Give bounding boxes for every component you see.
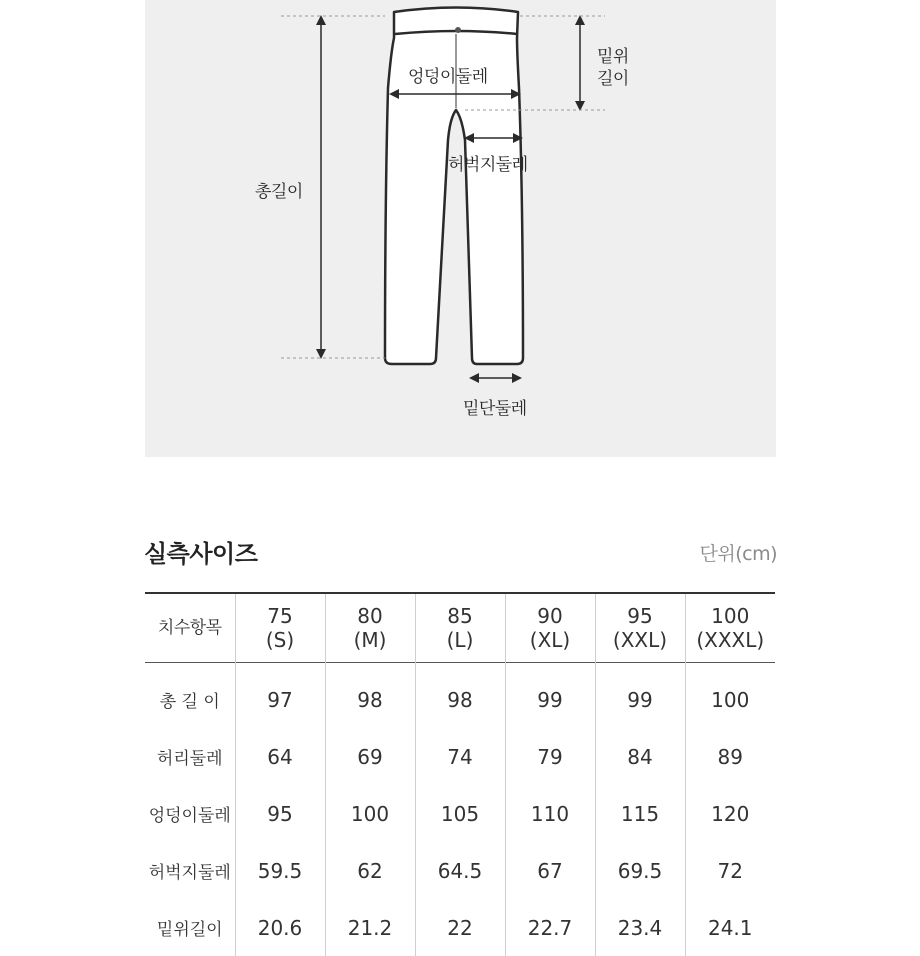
- table-cell: 64: [235, 728, 325, 785]
- table-cell: 67: [505, 842, 595, 899]
- row-label: 밑위길이: [156, 920, 223, 940]
- row-label: 허벅지둘레: [148, 863, 231, 883]
- table-row: [145, 842, 775, 899]
- table-cell: 72: [685, 842, 775, 899]
- table-cell: 99: [505, 663, 595, 729]
- size-number: 100: [711, 604, 750, 628]
- table-cell: 69.5: [595, 842, 685, 899]
- table-row: [145, 785, 775, 842]
- header-size-l: [415, 593, 505, 663]
- header-size-s: [235, 593, 325, 663]
- table-cell: 84: [595, 728, 685, 785]
- table-row: [145, 899, 775, 956]
- table-cell: 95: [235, 785, 325, 842]
- table-cell: 97: [235, 663, 325, 729]
- table-cell: 59.5: [235, 842, 325, 899]
- size-table: [145, 592, 775, 956]
- row-label: 허리둘레: [156, 749, 223, 769]
- table-cell: 100: [685, 663, 775, 729]
- table-cell: 99: [595, 663, 685, 729]
- hem-arrow: [469, 373, 522, 383]
- size-code: (XXXL): [696, 628, 765, 652]
- table-cell: 22.7: [505, 899, 595, 956]
- table-cell: 105: [415, 785, 505, 842]
- table-cell: 20.6: [235, 899, 325, 956]
- table-cell: 23.4: [595, 899, 685, 956]
- header-size-xl: [505, 593, 595, 663]
- size-table-header: [145, 593, 775, 663]
- header-size-xxxl: [685, 593, 775, 663]
- size-number: 85: [447, 604, 473, 628]
- size-code: (L): [446, 628, 474, 652]
- table-cell: 62: [325, 842, 415, 899]
- table-cell: 21.2: [325, 899, 415, 956]
- table-cell: 110: [505, 785, 595, 842]
- rise-label-line2: 길이: [597, 69, 629, 89]
- table-cell: 79: [505, 728, 595, 785]
- table-cell: 69: [325, 728, 415, 785]
- table-row: [145, 663, 775, 729]
- header-size-xxl: [595, 593, 685, 663]
- hem-label: 밑단둘레: [463, 399, 527, 419]
- table-cell: 22: [415, 899, 505, 956]
- size-number: 90: [537, 604, 563, 628]
- pants-measurement-diagram: [145, 0, 776, 457]
- hip-label: 엉덩이둘레: [408, 67, 488, 87]
- pants-icon: [385, 8, 523, 365]
- total-length-label: 총길이: [255, 182, 303, 202]
- size-code: (XL): [529, 628, 571, 652]
- table-cell: 24.1: [685, 899, 775, 956]
- size-section-title: 실측사이즈: [144, 540, 258, 568]
- size-code: (M): [353, 628, 387, 652]
- table-cell: 89: [685, 728, 775, 785]
- size-number: 80: [357, 604, 383, 628]
- size-number: 95: [627, 604, 653, 628]
- table-cell: 115: [595, 785, 685, 842]
- rise-arrow: [575, 15, 585, 111]
- size-number: 75: [267, 604, 293, 628]
- table-cell: 100: [325, 785, 415, 842]
- row-label: 엉덩이둘레: [148, 806, 231, 826]
- button-icon: [455, 27, 461, 33]
- table-cell: 98: [415, 663, 505, 729]
- table-cell: 98: [325, 663, 415, 729]
- total-length-arrow: [316, 15, 326, 359]
- table-cell: 120: [685, 785, 775, 842]
- table-cell: 74: [415, 728, 505, 785]
- table-cell: 64.5: [415, 842, 505, 899]
- header-size-m: [325, 593, 415, 663]
- size-code: (S): [265, 628, 295, 652]
- table-row: [145, 728, 775, 785]
- row-label: 총 길 이: [159, 692, 220, 712]
- size-code: (XXL): [612, 628, 668, 652]
- thigh-label: 허벅지둘레: [448, 155, 528, 175]
- unit-label: 단위(cm): [699, 543, 777, 565]
- rise-label-line1: 밑위: [597, 47, 629, 67]
- header-label: 치수항목: [157, 618, 222, 638]
